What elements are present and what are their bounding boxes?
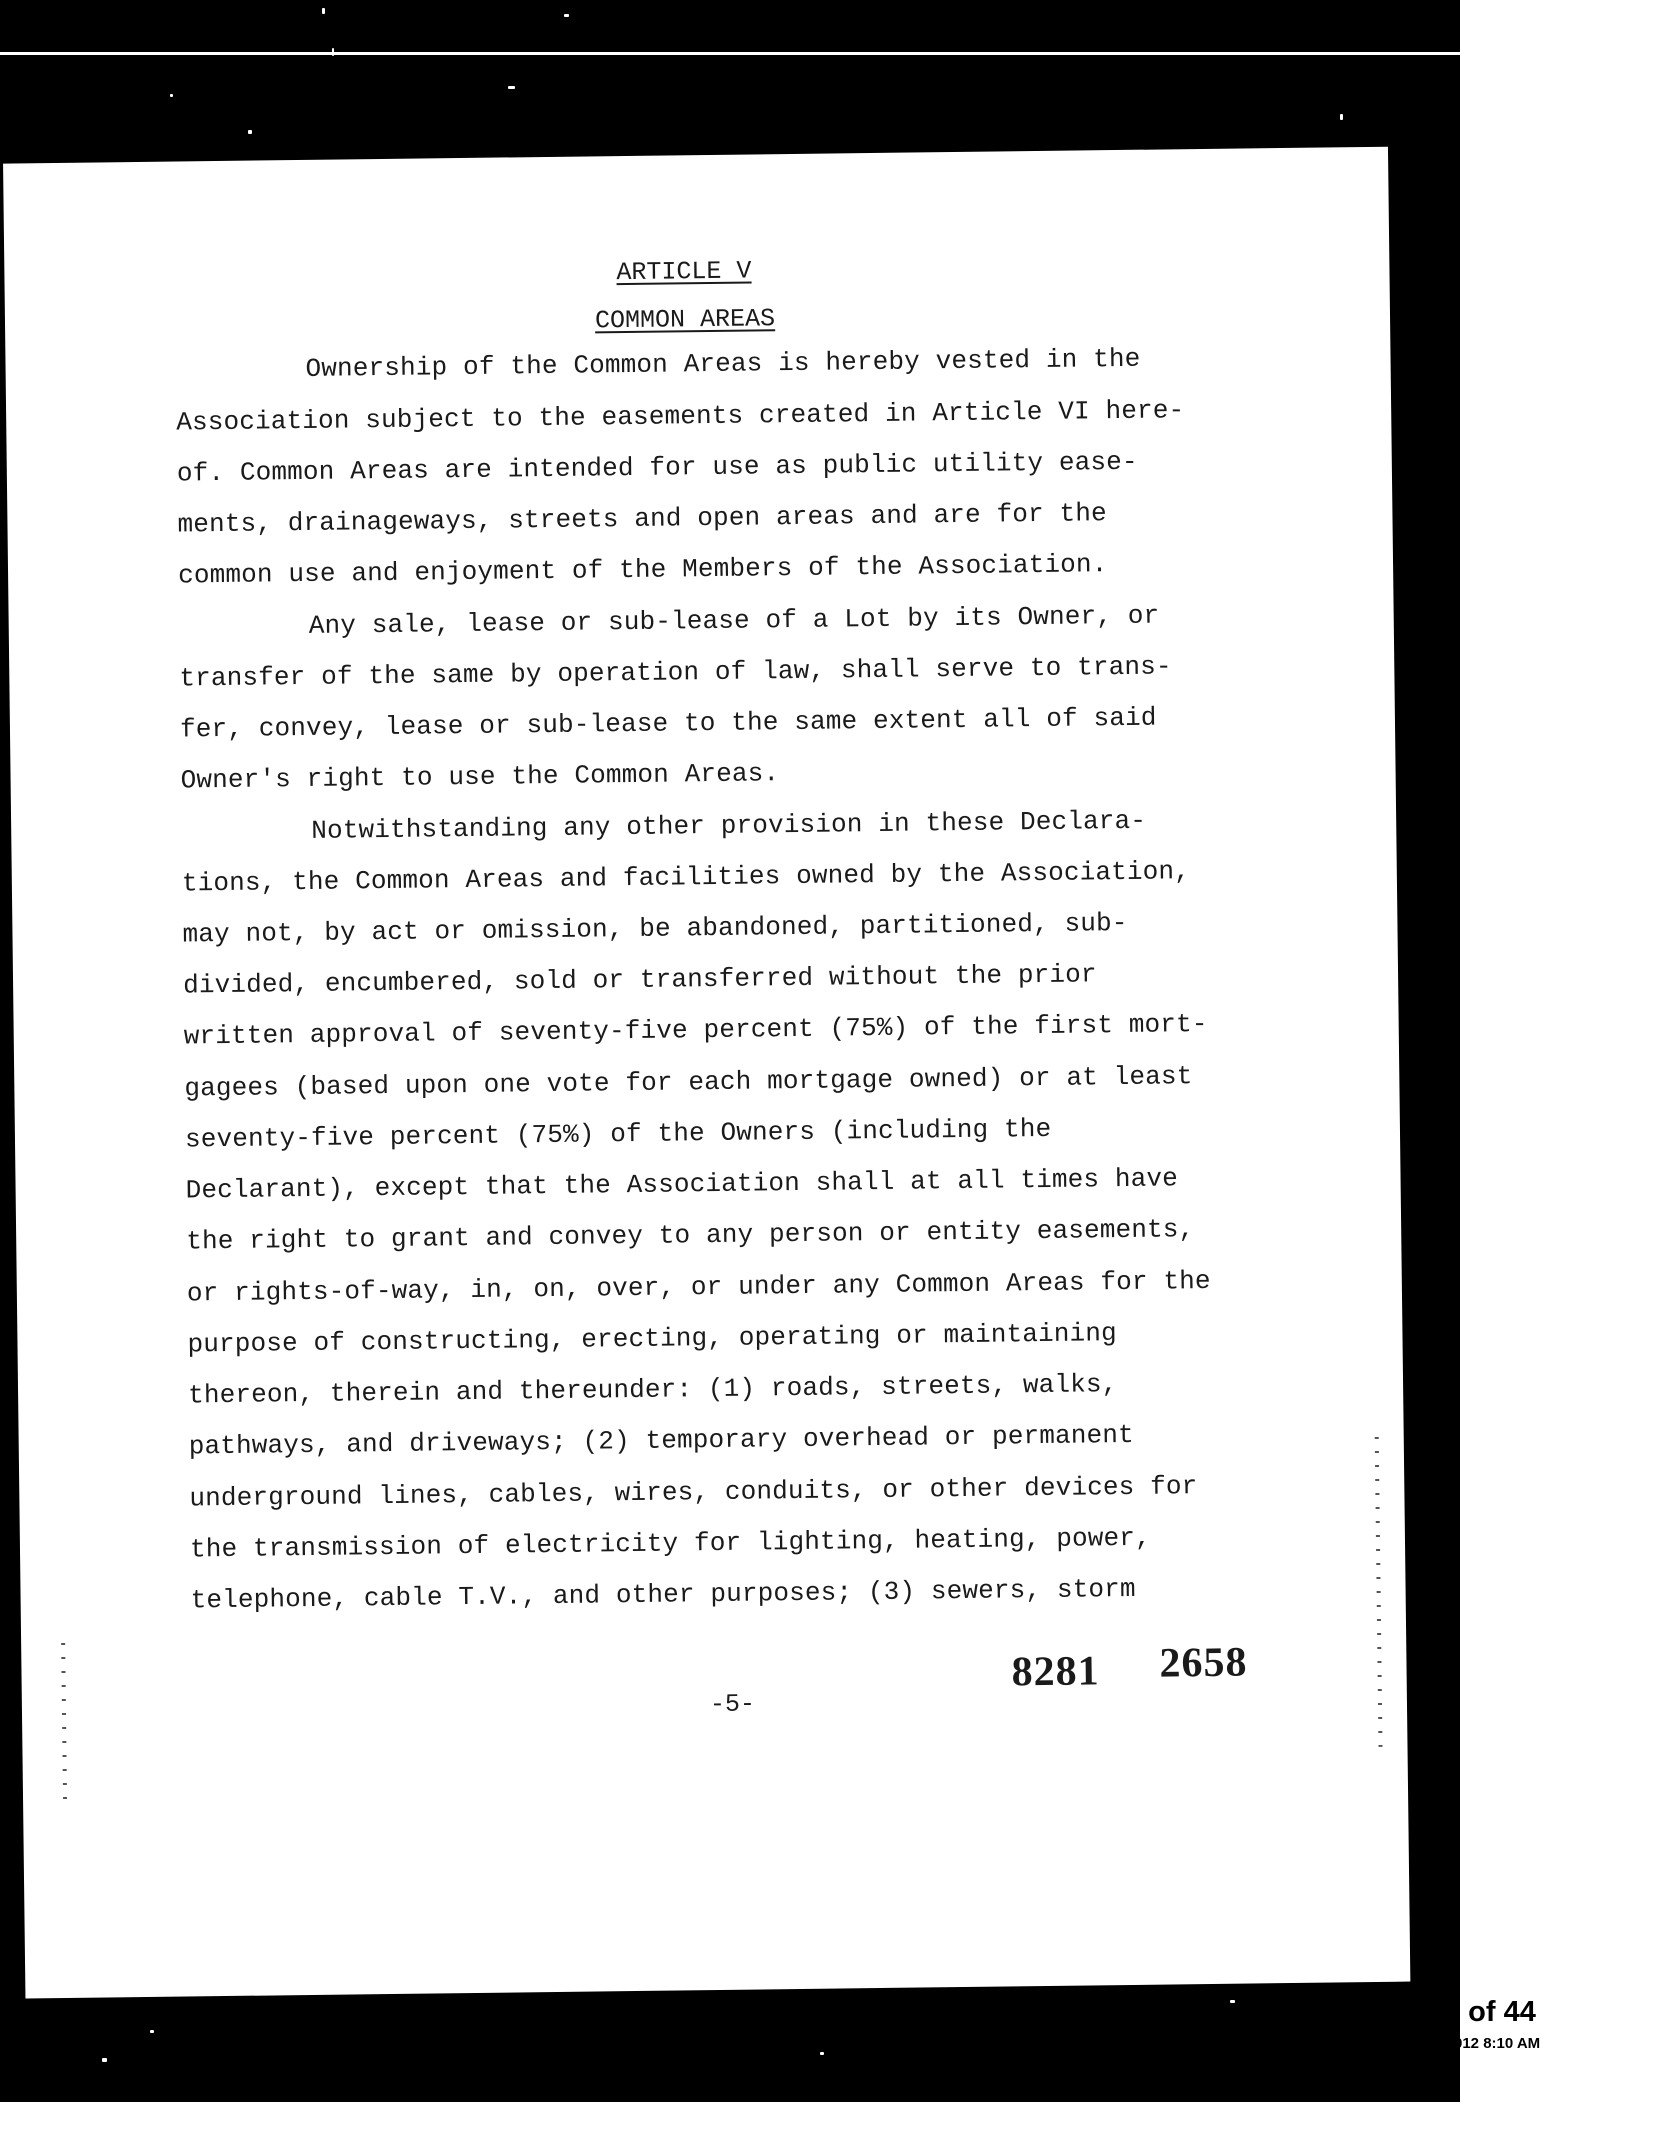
book-number-stamp: 8281 bbox=[1011, 1648, 1100, 1696]
scan-speck bbox=[150, 2030, 154, 2033]
document-line: telephone, cable T.V., and other purposes; (3) sewers, storm bbox=[190, 1573, 1136, 1616]
scan-speck bbox=[170, 94, 173, 97]
scan-speck bbox=[1340, 114, 1343, 120]
document-line: of. Common Areas are intended for use as public utility ease- bbox=[176, 446, 1138, 489]
document-line: or rights-of-way, in, on, over, or under any Common Areas for the bbox=[186, 1265, 1211, 1309]
scan-edge-line bbox=[0, 52, 1460, 55]
document-line: purpose of constructing, erecting, operating or maintaining bbox=[187, 1318, 1118, 1360]
scan-speck bbox=[564, 14, 569, 17]
document-line: fer, convey, lease or sub-lease to the same extent all of said bbox=[179, 702, 1157, 745]
scan-speck bbox=[248, 130, 252, 134]
document-line: seventy-five percent (75%) of the Owners (including the bbox=[184, 1113, 1052, 1155]
document-line: the right to grant and convey to any person or entity easements, bbox=[186, 1214, 1195, 1257]
section-heading: COMMON AREAS bbox=[594, 304, 776, 336]
scan-speck bbox=[332, 48, 334, 56]
viewer-timestamp: 012 8:10 AM bbox=[1454, 2035, 1541, 2052]
scan-speck bbox=[1230, 2000, 1235, 2003]
document-line: thereon, therein and thereunder: (1) roads, streets, walks, bbox=[187, 1369, 1118, 1411]
document-line: written approval of seventy-five percent (75%) of the first mort- bbox=[183, 1008, 1208, 1052]
scan-speck bbox=[508, 86, 515, 89]
page-footer: -5- bbox=[709, 1689, 756, 1720]
document-line: Owner's right to use the Common Areas. bbox=[180, 758, 780, 796]
article-heading: ARTICLE V bbox=[616, 256, 752, 288]
document-page bbox=[3, 147, 1410, 1999]
document-line: Notwithstanding any other provision in these Declara- bbox=[311, 805, 1147, 846]
document-line: transfer of the same by operation of law, shall serve to trans- bbox=[179, 651, 1172, 694]
scan-speck bbox=[820, 2052, 824, 2055]
document-line: Declarant), except that the Association shall at all times have bbox=[185, 1163, 1179, 1206]
document-line: may not, by act or omission, be abandoned, partitioned, sub- bbox=[182, 907, 1128, 950]
document-line: gagees (based upon one vote for each mortgage owned) or at least bbox=[184, 1061, 1193, 1104]
scan-edge-dots bbox=[1375, 1437, 1383, 1747]
scan-edge-dots bbox=[61, 1643, 67, 1803]
document-line: tions, the Common Areas and facilities owned by the Association, bbox=[181, 856, 1191, 899]
document-line: Ownership of the Common Areas is hereby vested in the bbox=[305, 343, 1141, 384]
scan-speck bbox=[102, 2058, 107, 2062]
document-line: Any sale, lease or sub-lease of a Lot by its Owner, or bbox=[308, 600, 1160, 641]
document-line: ments, drainageways, streets and open areas and are for the bbox=[177, 498, 1107, 540]
document-line: the transmission of electricity for lighting, heating, power, bbox=[189, 1522, 1152, 1565]
page-number-stamp: 2658 bbox=[1159, 1639, 1248, 1687]
viewer-page-count: 0 of 44 bbox=[1444, 1996, 1536, 2028]
scan-speck bbox=[322, 8, 325, 14]
document-line: Association subject to the easements created in Article VI here- bbox=[176, 395, 1185, 438]
document-line: divided, encumbered, sold or transferred without the prior bbox=[182, 959, 1097, 1001]
document-line: pathways, and driveways; (2) temporary overhead or permanent bbox=[188, 1419, 1135, 1462]
document-line: common use and enjoyment of the Members of the Association. bbox=[177, 549, 1108, 591]
document-line: underground lines, cables, wires, conduits, or other devices for bbox=[189, 1471, 1198, 1514]
